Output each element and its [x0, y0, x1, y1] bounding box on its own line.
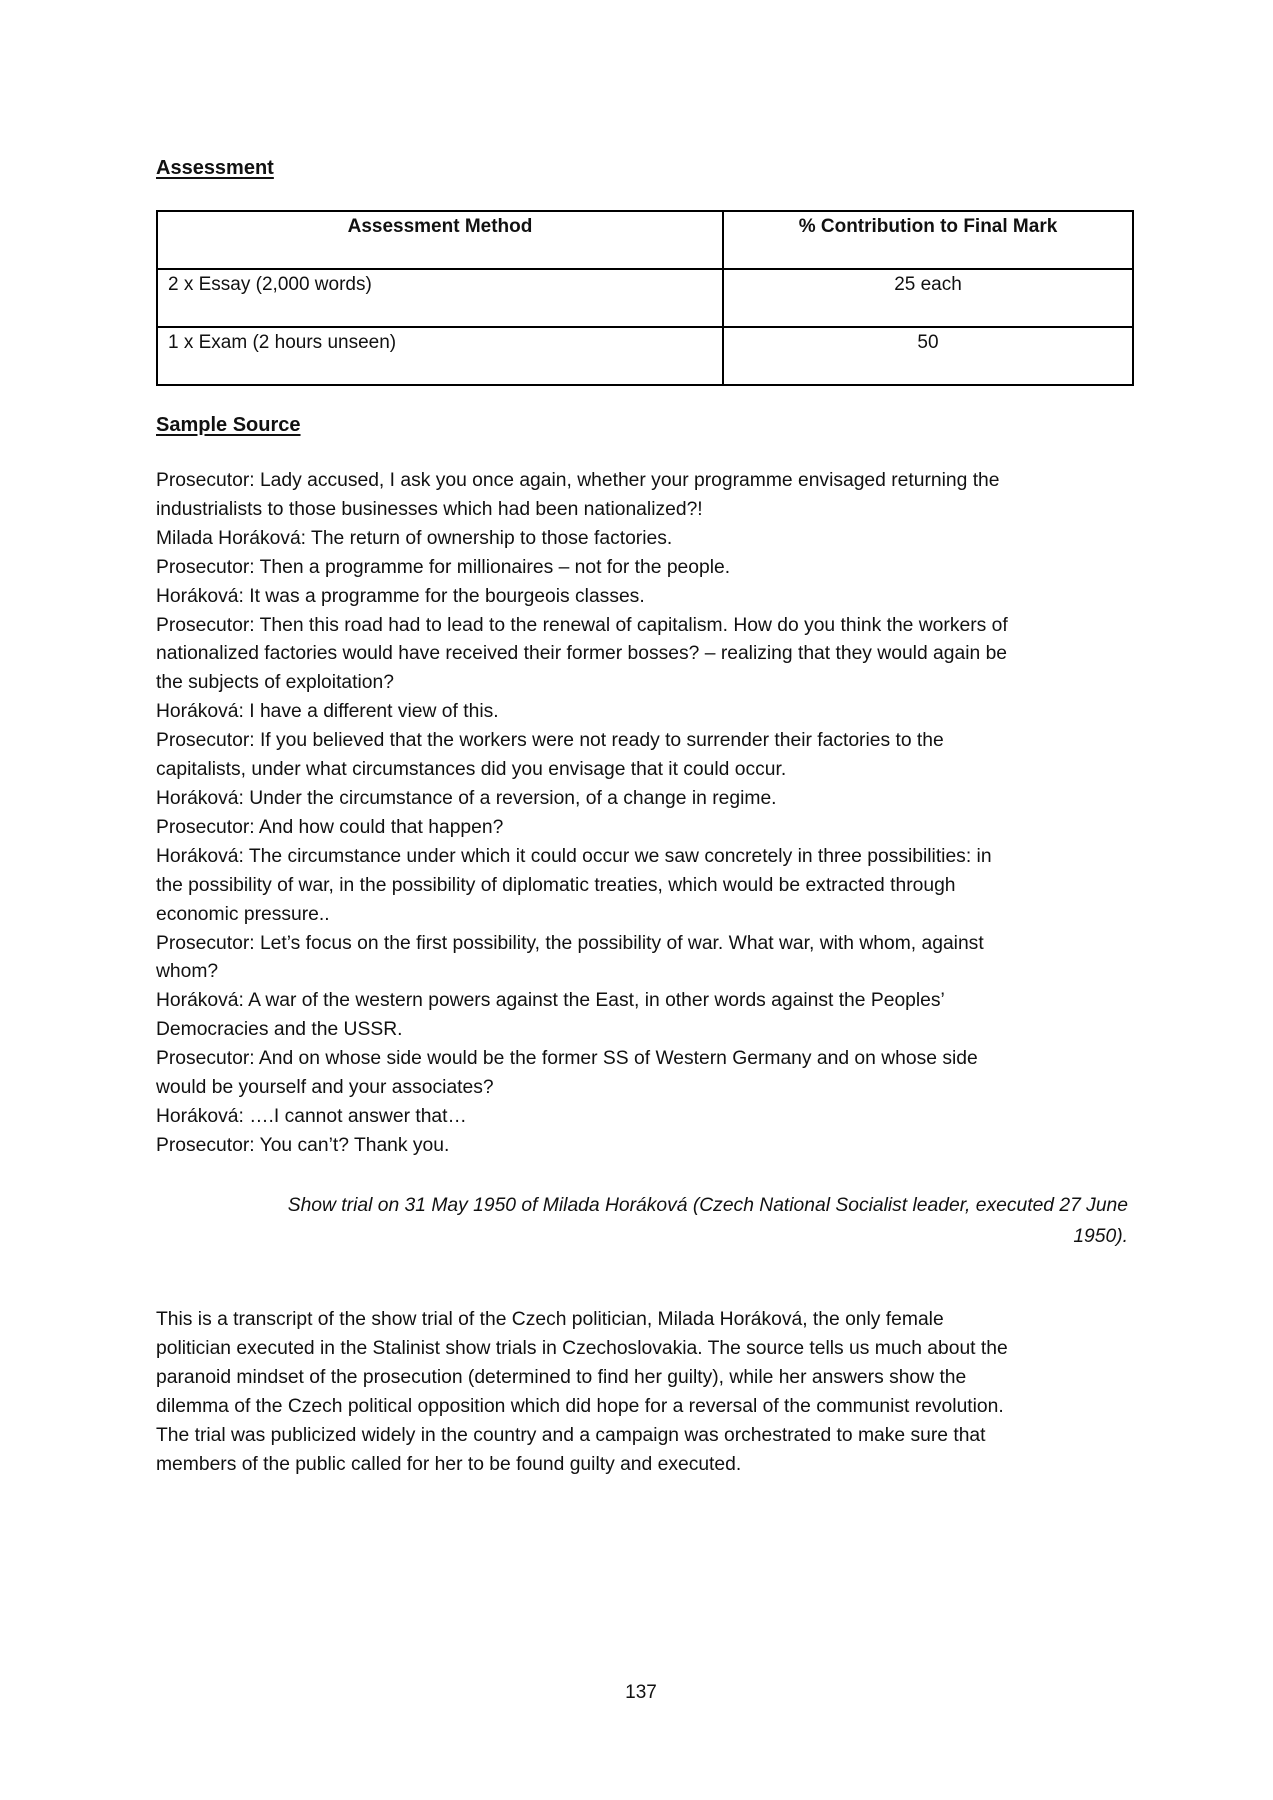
transcript [156, 467, 1008, 1161]
transcript-line: the possibility of war, in the possibility of diplomatic treaties, which would be extracted through [156, 874, 956, 896]
commentary-paragraph [156, 1306, 1008, 1479]
header-contribution: % Contribution to Final Mark [723, 211, 1133, 269]
table-row [157, 269, 1133, 327]
sample-source-heading: Sample Source [156, 414, 301, 436]
commentary-line: This is a transcript of the show trial of the Czech politician, Milada Horáková, the only female [156, 1309, 944, 1330]
method-cell: 1 x Exam (2 hours unseen) [157, 327, 723, 385]
caption-line: Show trial on 31 May 1950 of Milada Horáková (Czech National Socialist leader, executed 27 June [287, 1195, 1128, 1216]
header-assessment-method: Assessment Method [157, 211, 723, 269]
commentary-line: The trial was publicized widely in the country and a campaign was orchestrated to make sure that [156, 1424, 986, 1446]
transcript-line: Prosecutor: Then a programme for millionaires – not for the people. [156, 556, 731, 578]
transcript-line: Prosecutor: You can’t? Thank you. [156, 1134, 450, 1156]
contribution-cell: 25 each [723, 269, 1133, 327]
commentary-line: members of the public called for her to be found guilty and executed. [156, 1453, 742, 1475]
commentary-line: dilemma of the Czech political opposition which did hope for a reversal of the communist revolution. [156, 1395, 1004, 1417]
transcript-line: Horáková: It was a programme for the bourgeois classes. [156, 585, 645, 607]
transcript-line: the subjects of exploitation? [156, 672, 394, 694]
page-number: 137 [625, 1682, 657, 1703]
transcript-line: whom? [156, 961, 219, 983]
table-header-row [157, 211, 1133, 269]
assessment-heading: Assessment [156, 157, 274, 179]
caption-line: 1950). [1073, 1226, 1128, 1247]
source-caption [156, 1190, 1128, 1252]
table-row [157, 327, 1133, 385]
transcript-line: Prosecutor: If you believed that the workers were not ready to surrender their factories to the [156, 730, 944, 752]
transcript-line: Horáková: ….I cannot answer that… [156, 1105, 467, 1127]
transcript-line: capitalists, under what circumstances did you envisage that it could occur. [156, 759, 787, 781]
transcript-line: nationalized factories would have received their former bosses? – realizing that they would again be [156, 643, 1008, 665]
method-cell: 2 x Essay (2,000 words) [157, 269, 723, 327]
transcript-line: would be yourself and your associates? [156, 1077, 494, 1099]
assessment-table [156, 210, 1134, 386]
transcript-line: Democracies and the USSR. [156, 1019, 403, 1041]
commentary-line: politician executed in the Stalinist show trials in Czechoslovakia. The source tells us much about the [156, 1337, 1008, 1359]
transcript-line: Prosecutor: Lady accused, I ask you once again, whether your programme envisaged returning the [156, 470, 1000, 491]
transcript-line: Prosecutor: Then this road had to lead to the renewal of capitalism. How do you think the workers of [156, 614, 1008, 636]
transcript-line: industrialists to those businesses which had been nationalized?! [156, 498, 703, 520]
transcript-line: Prosecutor: And how could that happen? [156, 816, 504, 838]
transcript-line: Horáková: The circumstance under which it could occur we saw concretely in three possibilities: in [156, 845, 992, 867]
transcript-line: Horáková: Under the circumstance of a reversion, of a change in regime. [156, 787, 777, 809]
transcript-line: Prosecutor: And on whose side would be the former SS of Western Germany and on whose side [156, 1048, 978, 1070]
transcript-line: Prosecutor: Let’s focus on the first possibility, the possibility of war. What war, with whom, against [156, 932, 984, 954]
transcript-line: economic pressure.. [156, 903, 330, 925]
contribution-cell: 50 [723, 327, 1133, 385]
transcript-line: Milada Horáková: The return of ownership to those factories. [156, 527, 673, 549]
transcript-line: Horáková: A war of the western powers against the East, in other words against the Peoples’ [156, 990, 945, 1012]
transcript-line: Horáková: I have a different view of this. [156, 701, 499, 723]
commentary-line: paranoid mindset of the prosecution (determined to find her guilty), while her answers show the [156, 1366, 967, 1388]
